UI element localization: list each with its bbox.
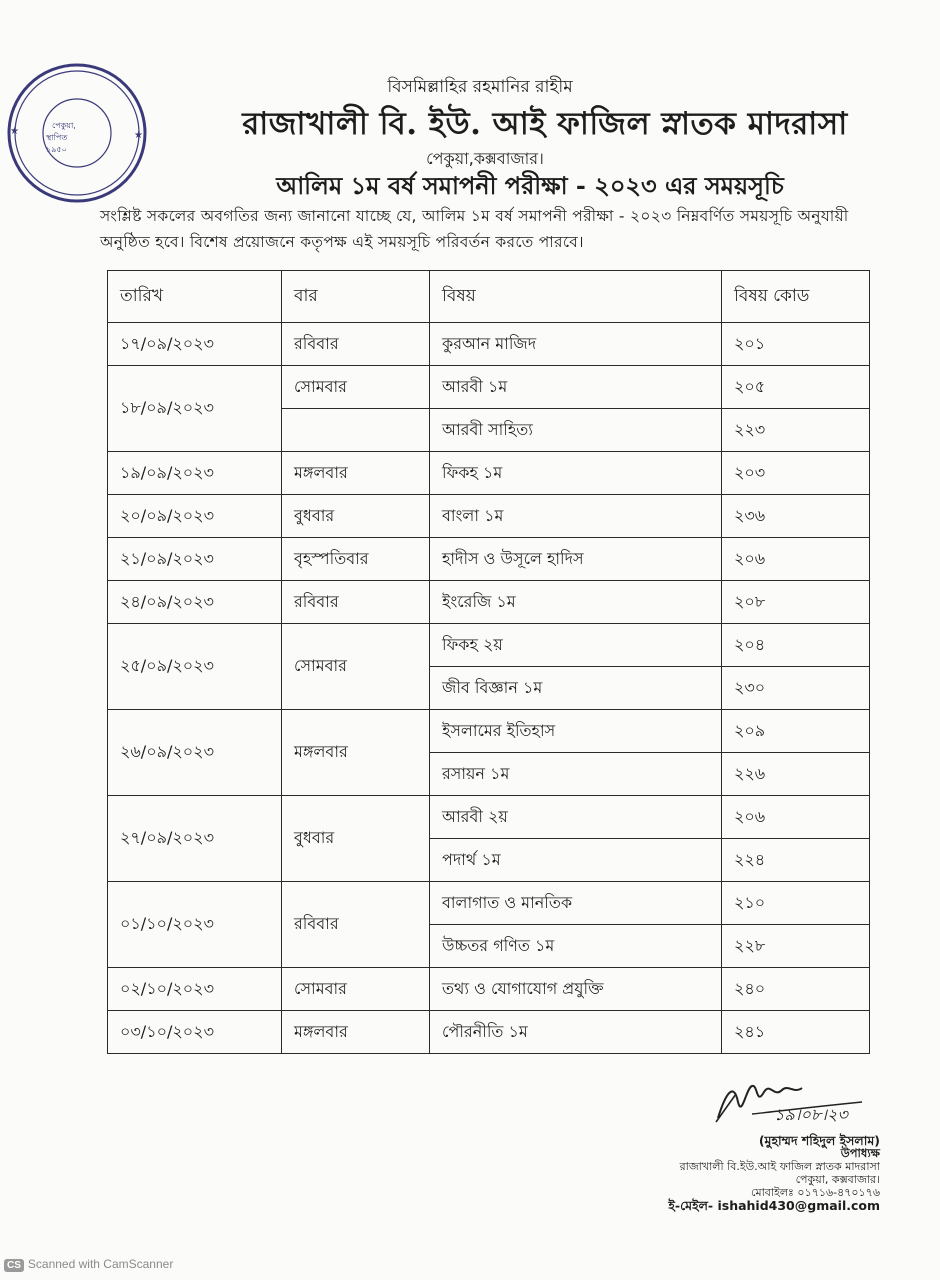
day-cell: রবিবার	[282, 882, 430, 968]
code-cell: ২০১	[722, 323, 870, 366]
subject-cell: বালাগাত ও মানতিক	[430, 882, 722, 925]
institution-address: পেকুয়া,কক্সবাজার।	[426, 149, 544, 168]
signatory-name: (মুহাম্মদ শহিদুল ইসলাম)	[758, 1133, 880, 1148]
subject-cell: আরবী সাহিত্য	[430, 409, 722, 452]
day-cell: সোমবার	[282, 624, 430, 710]
svg-text:স্থাপিত: স্থাপিত	[46, 133, 68, 142]
day-cell: মঙ্গলবার	[282, 452, 430, 495]
date-cell: ০৩/১০/২০২৩	[108, 1011, 282, 1054]
subject-cell: পদার্থ ১ম	[430, 839, 722, 882]
date-cell: ০১/১০/২০২৩	[108, 882, 282, 968]
subject-cell: বাংলা ১ম	[430, 495, 722, 538]
day-cell: বৃহস্পতিবার	[282, 538, 430, 581]
svg-text:১৯৫০: ১৯৫০	[46, 145, 67, 154]
code-cell: ২২৬	[722, 753, 870, 796]
header-subject-code: বিষয় কোড	[722, 271, 870, 323]
code-cell: ২০৪	[722, 624, 870, 667]
table-row	[108, 366, 870, 409]
table-row	[108, 581, 870, 624]
table-row	[108, 495, 870, 538]
intro-paragraph: সংশ্লিষ্ট সকলের অবগতির জন্য জানানো যাচ্ছে যে, আলিম ১ম বর্ষ সমাপনী পরীক্ষা - ২০২৩ নিম্নবর্ণিত সময়সূচি অনুযায়ী অনুষ্ঠিত হবে। বিশেষ প্রয়োজনে কতৃপক্ষ এই সময়সূচি পরিবর্তন করতে পারবে।	[100, 207, 849, 251]
signatory-email: ই-মেইল- ishahid430@gmail.com	[668, 1198, 880, 1213]
code-cell: ২৩০	[722, 667, 870, 710]
table-header-row	[108, 271, 870, 323]
code-cell: ২০৮	[722, 581, 870, 624]
code-cell: ২৩৬	[722, 495, 870, 538]
code-cell: ২৪১	[722, 1011, 870, 1054]
date-cell: ২৫/০৯/২০২৩	[108, 624, 282, 710]
header-subject: বিষয়	[430, 271, 722, 323]
subject-cell: জীব বিজ্ঞান ১ম	[430, 667, 722, 710]
subject-cell: ফিকহ ২য়	[430, 624, 722, 667]
date-cell: ১৭/০৯/২০২৩	[108, 323, 282, 366]
day-cell: মঙ্গলবার	[282, 710, 430, 796]
code-cell: ২০৬	[722, 538, 870, 581]
table-row	[108, 1011, 870, 1054]
signatory-role: উপাধ্যক্ষ	[840, 1146, 880, 1160]
subject-cell: ইসলামের ইতিহাস	[430, 710, 722, 753]
header-date: তারিখ	[108, 271, 282, 323]
date-cell: ১৯/০৯/২০২৩	[108, 452, 282, 495]
day-cell	[282, 409, 430, 452]
date-cell: ২১/০৯/২০২৩	[108, 538, 282, 581]
watermark-text: Scanned with CamScanner	[27, 1257, 174, 1271]
date-cell: ১৮/০৯/২০২৩	[108, 366, 282, 452]
table-row	[108, 323, 870, 366]
date-cell: ২৭/০৯/২০২৩	[108, 796, 282, 882]
day-cell: সোমবার	[282, 968, 430, 1011]
svg-text:পেকুয়া,: পেকুয়া,	[52, 121, 76, 130]
header-day: বার	[282, 271, 430, 323]
table-row	[108, 968, 870, 1011]
svg-text:★: ★	[134, 130, 143, 141]
bismillah-text: বিসমিল্লাহির রহমানির রাহীম	[387, 77, 573, 97]
code-cell: ২০৫	[722, 366, 870, 409]
table-row	[108, 538, 870, 581]
subject-cell: ইংরেজি ১ম	[430, 581, 722, 624]
code-cell: ২২৩	[722, 409, 870, 452]
day-cell: রবিবার	[282, 323, 430, 366]
subject-cell: তথ্য ও যোগাযোগ প্রযুক্তি	[430, 968, 722, 1011]
subject-cell: কুরআন মাজিদ	[430, 323, 722, 366]
code-cell: ২০৯	[722, 710, 870, 753]
subject-cell: ফিকহ ১ম	[430, 452, 722, 495]
date-cell: ০২/১০/২০২৩	[108, 968, 282, 1011]
svg-text:★: ★	[8, 124, 22, 138]
institution-name: রাজাখালী বি. ইউ. আই ফাজিল স্নাতক মাদরাসা	[242, 106, 848, 142]
document-title: আলিম ১ম বর্ষ সমাপনী পরীক্ষা - ২০২৩ এর সময়সূচি	[276, 171, 784, 200]
subject-cell: রসায়ন ১ম	[430, 753, 722, 796]
exam-schedule-table	[107, 270, 870, 1054]
date-cell: ২০/০৯/২০২৩	[108, 495, 282, 538]
table-row	[108, 624, 870, 667]
subject-cell: আরবী ২য়	[430, 796, 722, 839]
handwritten-signature	[712, 1072, 872, 1132]
subject-cell: হাদীস ও উসূলে হাদিস	[430, 538, 722, 581]
table-row	[108, 452, 870, 495]
camscanner-watermark	[4, 1257, 173, 1272]
table-row	[108, 710, 870, 753]
day-cell: রবিবার	[282, 581, 430, 624]
code-cell: ২৪০	[722, 968, 870, 1011]
day-cell: বুধবার	[282, 796, 430, 882]
signatory-mobile: মোবাইলঃ ০১৭১৬-৪৭০১৭৬	[751, 1186, 880, 1199]
signatory-org: রাজাখালী বি.ইউ.আই ফাজিল স্নাতক মাদরাসা	[679, 1160, 880, 1173]
subject-cell: পৌরনীতি ১ম	[430, 1011, 722, 1054]
code-cell: ২২৮	[722, 925, 870, 968]
code-cell: ২০৬	[722, 796, 870, 839]
day-cell: মঙ্গলবার	[282, 1011, 430, 1054]
subject-cell: উচ্চতর গণিত ১ম	[430, 925, 722, 968]
code-cell: ২২৪	[722, 839, 870, 882]
day-cell: সোমবার	[282, 366, 430, 409]
day-cell: বুধবার	[282, 495, 430, 538]
subject-cell: আরবী ১ম	[430, 366, 722, 409]
signature-block	[620, 1134, 880, 1212]
code-cell: ২১০	[722, 882, 870, 925]
svg-text:১৯।০৮।২৩: ১৯।০৮।২৩	[774, 1105, 848, 1124]
date-cell: ২৪/০৯/২০২৩	[108, 581, 282, 624]
table-row	[108, 796, 870, 839]
code-cell: ২০৩	[722, 452, 870, 495]
table-row	[108, 882, 870, 925]
signatory-address: পেকুয়া, কক্সবাজার।	[795, 1173, 880, 1186]
date-cell: ২৬/০৯/২০২৩	[108, 710, 282, 796]
camscanner-logo-icon: CS	[4, 1259, 24, 1272]
